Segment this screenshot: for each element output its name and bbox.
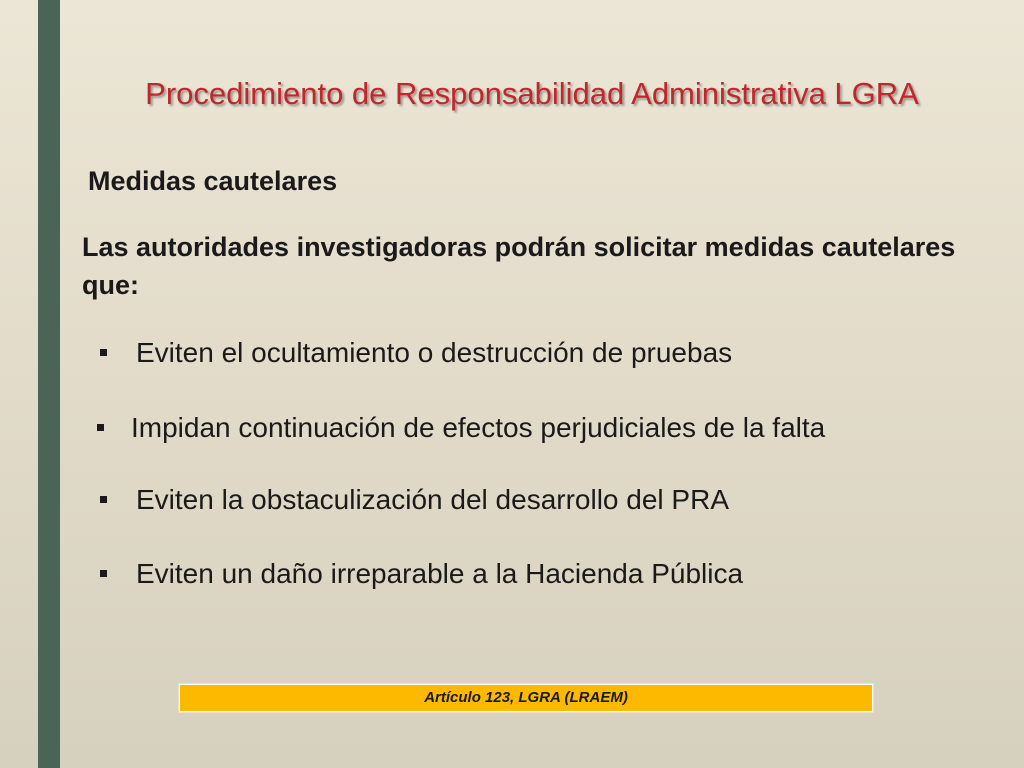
square-bullet-icon	[100, 349, 107, 356]
bullet-text: Eviten la obstaculización del desarrollo del PRA	[136, 484, 729, 515]
bullet-text: Eviten un daño irreparable a la Hacienda Pública	[136, 558, 744, 589]
section-subtitle: Medidas cautelares	[88, 166, 338, 196]
article-reference-box: Artículo 123, LGRA (LRAEM)	[178, 683, 874, 713]
slide-title: Procedimiento de Responsabilidad Administrativa LGRA	[145, 76, 919, 111]
square-bullet-icon	[100, 570, 107, 577]
bullet-text: Impidan continuación de efectos perjudiciales de la falta	[131, 412, 826, 443]
intro-paragraph: Las autoridades investigadoras podrán solicitar medidas cautelares que:	[82, 232, 956, 300]
bullet-text: Eviten el ocultamiento o destrucción de pruebas	[136, 337, 733, 368]
square-bullet-icon	[100, 496, 107, 503]
square-bullet-icon	[97, 424, 104, 431]
